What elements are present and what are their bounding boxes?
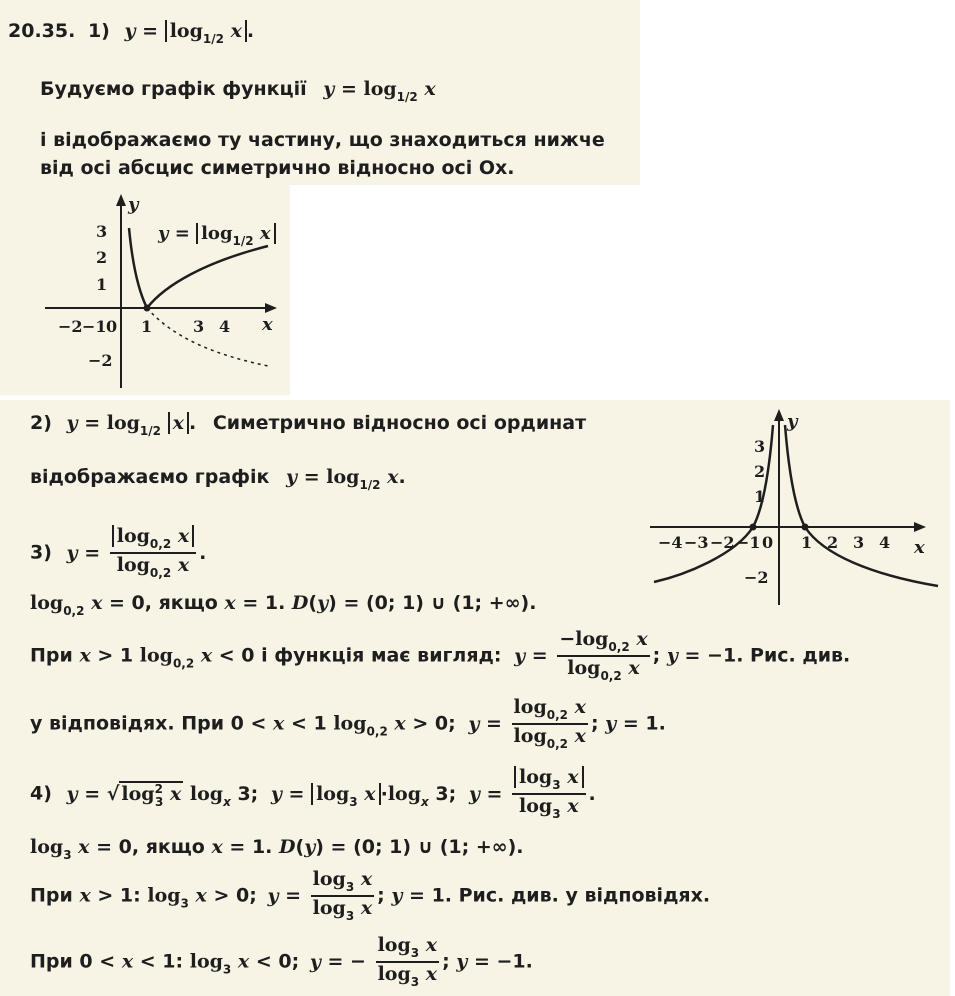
p3-line1: $\log_{0,2} x = 0$, якщо x = 1. D(y) = (0; 1) ∪ (1; +∞). (30, 592, 537, 618)
p2-line2-formula: $y = \log_{1/2} x$. (286, 466, 406, 492)
graph1-xtick-4: 4 (219, 317, 231, 336)
graph2-ytick-3: 3 (754, 437, 766, 456)
p4-line1: $\log_3 x = 0$, якщо x = 1. D(y) = (0; 1) ∪ (1; +∞). (30, 836, 524, 862)
graph1-ytick-3: 3 (96, 222, 108, 241)
graph1-ytick-2: 2 (96, 248, 108, 267)
graph2-curve-right (785, 425, 938, 586)
graph2-ytick-1: 1 (754, 487, 766, 506)
graph2-ytick-2: 2 (754, 462, 766, 481)
graph-log-abs-x (648, 405, 948, 605)
graph1-y-label: y (128, 194, 139, 215)
graph1-ytick-1: 1 (96, 275, 108, 294)
p3-formula: y = $\frac{\log_{0,2} x}{\log_{0,2} x}$ . (66, 525, 207, 580)
p2-label: 2) (30, 412, 52, 434)
graph1-xtick-m1: −1 (82, 317, 107, 336)
graph2-xtick-3: 3 (853, 533, 865, 552)
graph2-ytick-m2: −2 (744, 568, 769, 587)
graph2-xtick-4: 4 (879, 533, 891, 552)
p1-text-line1: Будуємо графік функції $y = \log_{1/2} x$ (40, 78, 436, 104)
graph1-xtick-0: 0 (106, 317, 118, 336)
graph2-xtick-m1: −1 (736, 533, 761, 552)
graph2-xtick-2: 2 (827, 533, 839, 552)
graph1-point-1-0 (144, 305, 151, 312)
p2-line1 (30, 412, 586, 438)
p1-label: 1) (87, 20, 110, 42)
problem-number: 20.35. (8, 20, 76, 42)
graph1-y-arrow (116, 194, 126, 206)
graph1-xtick-m2: −2 (58, 317, 83, 336)
p3-line3: у відповідях. При 0 < x < 1 $\log_{0,2} x > 0$; y = $\frac{\log_{0,2} x}{\log_{0,2} x}$ ; y = 1. (30, 696, 666, 751)
graph1-x-label: x (262, 314, 273, 335)
graph1-curve-right (147, 246, 268, 308)
graph1-xtick-3: 3 (193, 317, 205, 336)
graph2-xtick-0: 0 (762, 533, 774, 552)
graph2-y-label: y (787, 411, 798, 432)
graph1-ytick-m2: −2 (88, 351, 113, 370)
p2-formula: $y = \log_{1/2} x$ . (66, 412, 203, 438)
graph-abs-log (0, 190, 290, 390)
graph2-y-arrow (774, 409, 784, 421)
graph1-curve-reflected (147, 308, 268, 366)
p4-line3: При 0 < x < 1: $\log_3 x < 0$; y = − $\frac{\log_3 x}{\log_3 x}$ ; y = −1. (30, 934, 533, 989)
graph2-point-1-0 (802, 524, 809, 531)
graph2-xtick-1: 1 (801, 533, 813, 552)
p2-line2: відображаємо графік $y = \log_{1/2} x$. (30, 466, 406, 492)
p2-text-line1: Симетрично відносно осі ординат (212, 412, 587, 434)
p1-text-line2: і відображаємо ту частину, що знаходиться нижче (40, 129, 605, 151)
graph2-xtick-m2: −2 (710, 533, 735, 552)
p1-formula: $y = \log_{1/2} x$ . (124, 20, 255, 46)
p4-line0 (30, 766, 596, 822)
graph1-x-arrow (265, 303, 277, 313)
graph1-curve-left (129, 228, 147, 308)
graph2-x-arrow (914, 522, 926, 532)
graph2-x-label: x (914, 537, 925, 558)
graph2-xtick-m4: −4 (658, 533, 683, 552)
p3-label: 3) (30, 541, 52, 564)
graph2-point-m1-0 (750, 524, 757, 531)
graph1-curve-label: $y = \log_{1/2} x$ (158, 223, 276, 248)
p1-line1-formula: $y = \log_{1/2} x$ (323, 78, 436, 104)
p1-text-line3: від осі абсцис симетрично відносно осі Ox. (40, 157, 515, 179)
graph2-xtick-m3: −3 (684, 533, 709, 552)
graph1-xtick-1: 1 (141, 317, 153, 336)
p4-line2: При x > 1: $\log_3 x > 0$; y = $\frac{\log_3 x}{\log_3 x}$ ; y = 1. Рис. див. у відповідях. (30, 868, 711, 923)
p3-line0 (30, 525, 206, 581)
p4-formula: y = √ $\log^2_3 x$ $\log_x 3$; $y = \log_3 x \cdot\log_x$ 3; y = $\frac{\log_3 x}{\log_3 x}$ . (66, 766, 596, 821)
p3-line2: При x > 1 $\log_{0,2} x < 0$ і функція має вигляд: y = $\frac{-\log_{0,2} x}{\log_{0,2} x}$ ; y = −1. Рис. див. (30, 628, 851, 683)
problem-header (8, 20, 254, 46)
p4-label: 4) (30, 782, 52, 805)
